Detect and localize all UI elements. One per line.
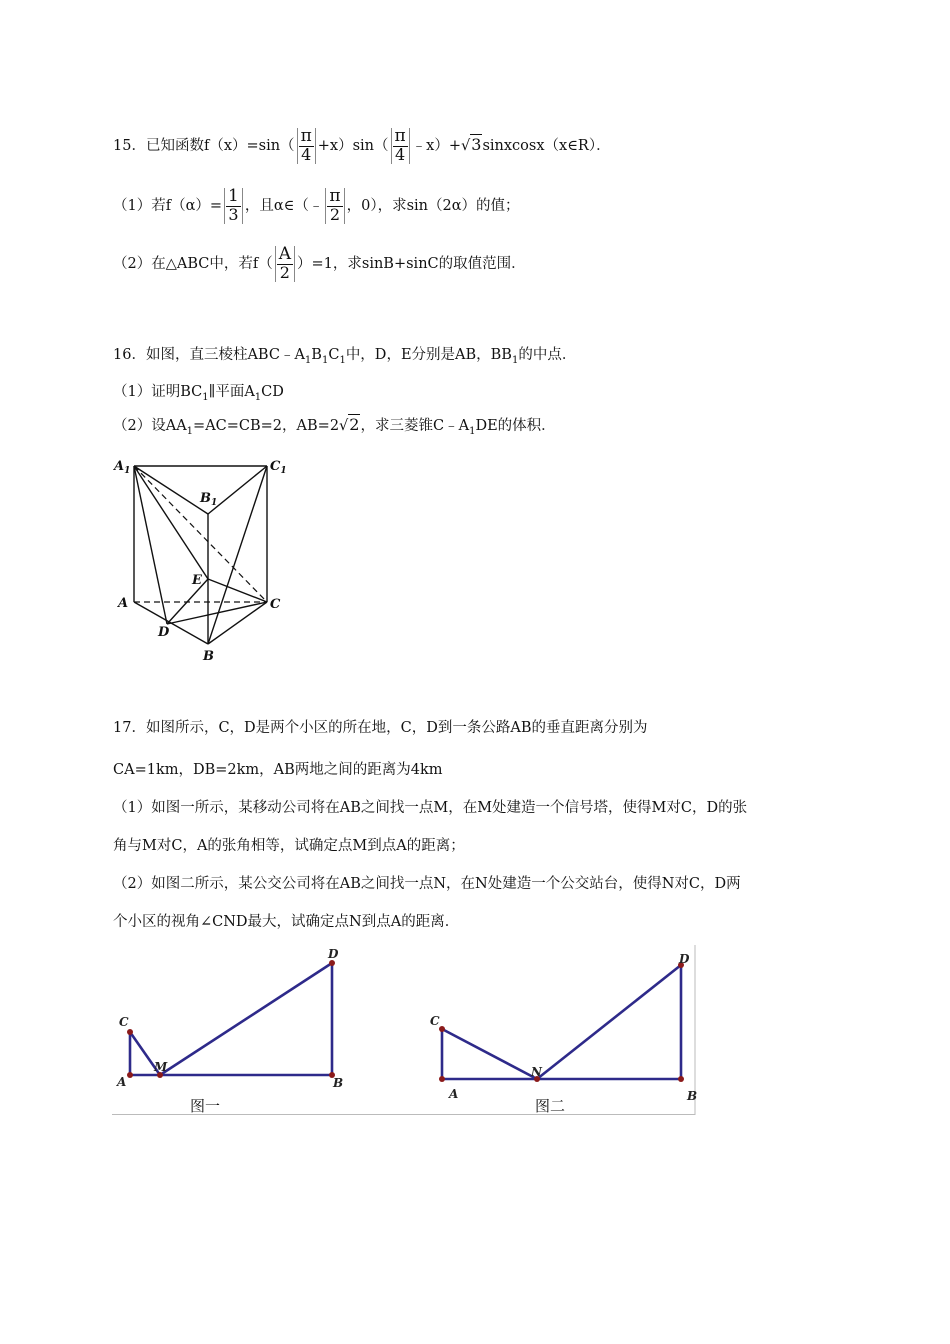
four-digit: 4 <box>395 144 406 164</box>
point-a-fig2 <box>439 1076 445 1082</box>
edge-a1b1 <box>134 466 208 514</box>
label-b1: $B_1$ <box>200 491 218 508</box>
q17-part1-line1: （1）如图一所示，某移动公司将在AB之间找一点M，在M处建造一个信号塔，使得M对C，D的张 <box>113 800 748 816</box>
prism-figure <box>112 452 292 667</box>
q15-part1: （1）若f（α）= $\frac{1}{3}$ ，且α∈（﹣ $\frac{\pi}{2}$ ，0），求sin（2α）的值； <box>113 186 520 224</box>
label-c-fig2: C <box>430 1014 440 1028</box>
label-e: E <box>192 573 202 588</box>
point-c-fig2 <box>439 1026 445 1032</box>
label-a1: $A_1$ <box>114 459 131 476</box>
point-a-fig1 <box>127 1072 133 1078</box>
pi-symbol: π <box>394 126 406 146</box>
segment-ec <box>208 579 267 602</box>
q16-part1: （1）证明$BC_1\parallel$平面$A_1CD$ <box>113 384 284 403</box>
fraction-pi-over-4: $\frac{\pi}{4}$ <box>297 128 316 164</box>
label-a-fig1: A <box>117 1075 127 1089</box>
segment-c1b <box>208 466 267 644</box>
label-n-fig2: N <box>531 1065 542 1079</box>
label-c: C <box>270 597 281 612</box>
fraction-a-over-2: $\frac{A}{2}$ <box>275 246 295 282</box>
label-b-fig2: B <box>687 1089 698 1103</box>
label-b: B <box>203 649 214 664</box>
q15-statement: 15．已知函数f（x）=sin（ $\frac{\pi}{4}$ +x）sin（ $\frac{\pi}{4}$ ﹣x）+√3sinxcosx（x∈R）． <box>113 126 611 164</box>
q17-statement: 17．如图所示，C，D是两个小区的所在地，C，D到一条公路AB的垂直距离分别为 <box>113 720 648 736</box>
q16-statement: 16．如图，直三棱柱$ABC﹣A_1B_1C_1$中，D，E分别是AB，$BB_1$的中点． <box>113 347 577 366</box>
caption-fig1: 图一 <box>190 1097 221 1115</box>
label-c1: $C_1$ <box>270 459 287 476</box>
q17-given: CA=1km，DB=2km，AB两地之间的距离为4km <box>113 762 443 778</box>
label-a-fig2: A <box>449 1087 459 1101</box>
point-b-fig2 <box>678 1076 684 1082</box>
fraction-pi-over-2: $\frac{\pi}{2}$ <box>325 188 344 224</box>
label-a: A <box>118 596 129 611</box>
point-c-fig1 <box>127 1029 133 1035</box>
fraction-pi-over-4-second <box>391 128 410 164</box>
q16-part2: （2）设$AA_1=AC=CB=2$，AB=2√2，求三菱锥$C﹣A_1DE$的体积． <box>113 415 556 437</box>
fraction-1-over-3: $\frac{1}{3}$ <box>224 188 243 224</box>
label-c-fig1: C <box>119 1015 129 1029</box>
segment-a1d <box>134 466 167 624</box>
q17-figures <box>112 945 702 1120</box>
sqrt-2: √2 <box>339 415 360 434</box>
label-d-fig1: D <box>328 947 339 961</box>
q15-part2: （2）在△ABC中，若f（ $\frac{A}{2}$ ）=1，求sinB+sinC的取值范围． <box>113 244 526 282</box>
label-d: D <box>158 625 170 640</box>
q17-part2-line1: （2）如图二所示，某公交公司将在AB之间找一点N，在N处建造一个公交站台，使得N对C，D两 <box>113 876 741 892</box>
caption-fig2: 图二 <box>535 1097 566 1115</box>
label-b-fig1: B <box>333 1076 344 1090</box>
sqrt-3: √3 <box>461 134 482 154</box>
q17-part1-line2: 角与M对C，A的张角相等，试确定点M到点A的距离； <box>113 838 465 854</box>
label-m-fig1: M <box>154 1060 168 1074</box>
label-d-fig2: D <box>679 952 690 966</box>
q17-part2-line2: 个小区的视角∠CND最大，试确定点N到点A的距离． <box>113 914 460 930</box>
